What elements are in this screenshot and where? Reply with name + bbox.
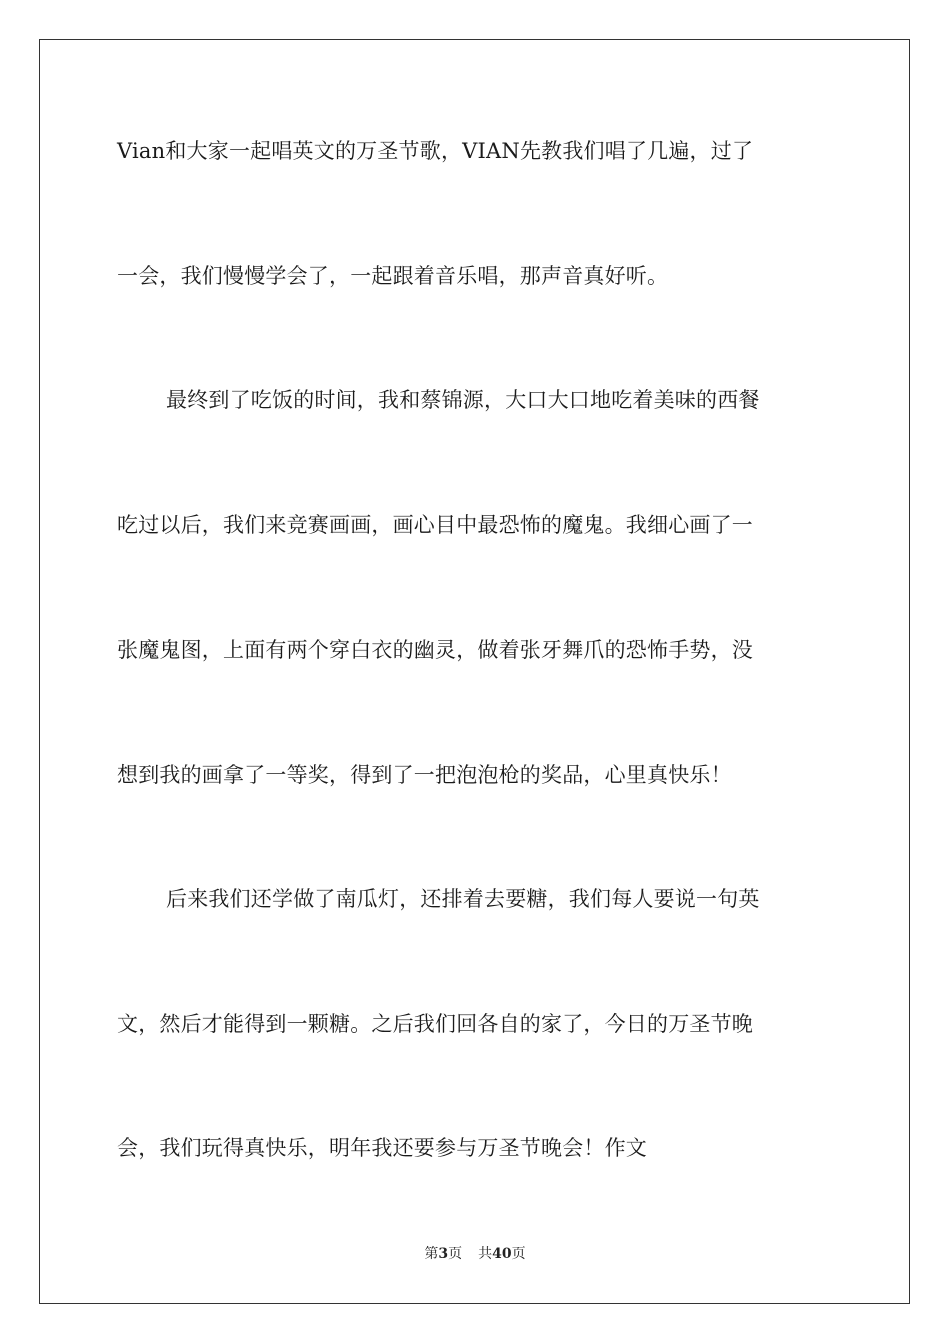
total-pages: 40: [492, 1246, 512, 1262]
text-line: 吃过以后，我们来竞赛画画，画心目中最恐怖的魔鬼。我细心画了一: [117, 513, 753, 537]
page-border: [39, 39, 910, 1304]
text-line: 文，然后才能得到一颗糖。之后我们回各自的家了，今日的万圣节晚: [117, 1012, 753, 1036]
page-prefix: 第: [424, 1246, 439, 1262]
text-line: 张魔鬼图，上面有两个穿白衣的幽灵，做着张牙舞爪的恐怖手势，没: [117, 638, 753, 662]
text-line: Vian和大家一起唱英文的万圣节歌，VIAN先教我们唱了几遍，过了: [117, 139, 754, 163]
text-line: 会，我们玩得真快乐，明年我还要参与万圣节晚会！作文: [117, 1136, 647, 1160]
text-line: 后来我们还学做了南瓜灯，还排着去要糖，我们每人要说一句英: [166, 887, 760, 911]
text-line: 最终到了吃饭的时间，我和蔡锦源，大口大口地吃着美味的西餐: [166, 388, 760, 412]
page-footer: [0, 1244, 950, 1264]
total-prefix: 共: [478, 1246, 493, 1262]
page-suffix: 页: [448, 1246, 463, 1262]
text-line: 想到我的画拿了一等奖，得到了一把泡泡枪的奖品，心里真快乐！: [117, 763, 732, 787]
text-line: 一会，我们慢慢学会了，一起跟着音乐唱，那声音真好听。: [117, 264, 669, 288]
total-suffix: 页: [511, 1246, 526, 1262]
page-number: 3: [438, 1246, 449, 1262]
